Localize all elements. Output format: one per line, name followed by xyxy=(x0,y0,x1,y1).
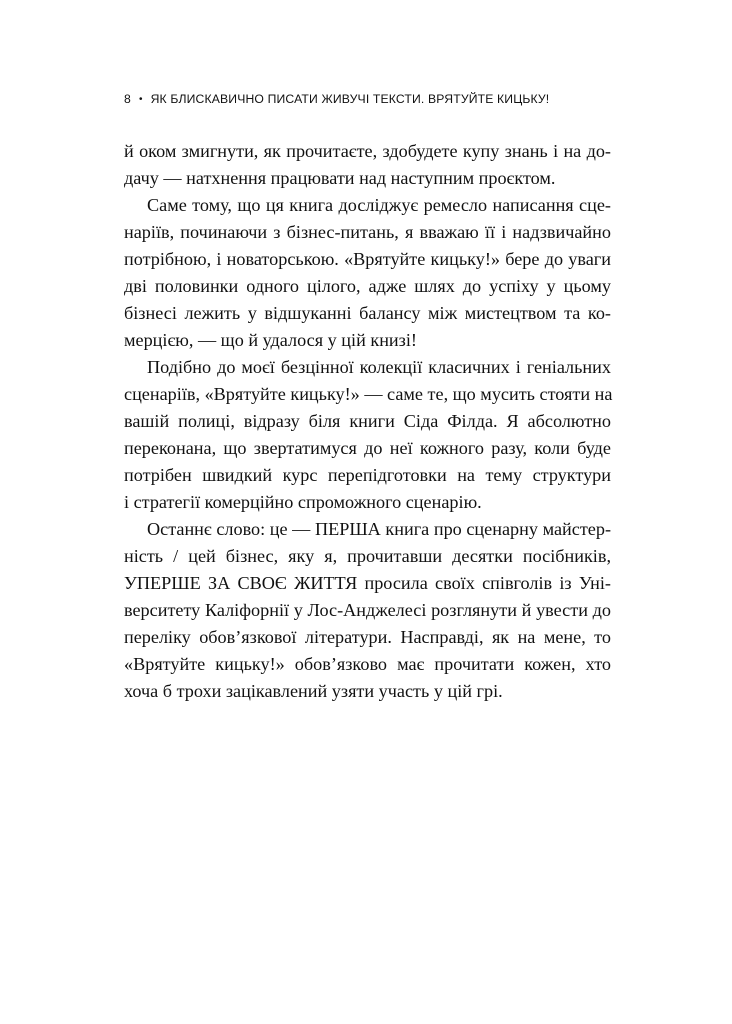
text-line: вашій полиці, відразу біля книги Сіда Філда. Я абсолютно xyxy=(124,411,611,431)
text-line: хоча б трохи зацікавлений узяти участь у цій грі. xyxy=(124,681,503,701)
page-number: 8 xyxy=(124,92,131,106)
paragraph xyxy=(124,192,611,354)
text-line: «Врятуйте кицьку!» обов’язково має прочитати кожен, хто xyxy=(124,654,611,674)
text-line: Саме тому, що ця книга досліджує ремесло написання сце- xyxy=(147,195,611,215)
text-line: Подібно до моєї безцінної колекції класичних і геніальних xyxy=(147,357,611,377)
text-line: потрібен швидкий курс перепідготовки на тему структури xyxy=(124,465,611,485)
text-line: дачу — натхнення працювати над наступним проєктом. xyxy=(124,168,556,188)
text-line: УПЕРШЕ ЗА СВОЄ ЖИТТЯ просила своїх співголів із Уні- xyxy=(124,573,611,593)
text-line: бізнесі лежить у відшуканні балансу між мистецтвом та ко- xyxy=(124,303,611,323)
text-line: і стратегії комерційно спроможного сценарію. xyxy=(124,492,482,512)
text-line: й оком змигнути, як прочитаєте, здобудете купу знань і на до- xyxy=(124,141,611,161)
text-line: ність / цей бізнес, яку я, прочитавши десятки посібників, xyxy=(124,546,611,566)
text-line: переконана, що звертатимуся до неї кожного разу, коли буде xyxy=(124,438,611,458)
text-line: мерцією, — що й удалося у цій книзі! xyxy=(124,330,417,350)
book-title-header: ЯК БЛИСКАВИЧНО ПИСАТИ ЖИВУЧІ ТЕКСТИ. ВРЯТУЙТЕ КИЦЬКУ! xyxy=(150,92,550,106)
body-text xyxy=(124,138,611,705)
running-head xyxy=(124,92,604,106)
text-line: сценаріїв, «Врятуйте кицьку!» — саме те, що мусить стояти на xyxy=(124,384,613,404)
header-separator: • xyxy=(138,94,143,105)
paragraph xyxy=(124,516,611,705)
text-line: верситету Каліфорнії у Лос-Анджелесі розглянути й увести до xyxy=(124,600,611,620)
paragraph xyxy=(124,354,611,516)
text-line: потрібною, і новаторською. «Врятуйте кицьку!» бере до уваги xyxy=(124,249,611,269)
text-line: Останнє слово: це — ПЕРША книга про сценарну майстер- xyxy=(147,519,611,539)
text-line: переліку обов’язкової літератури. Насправді, як на мене, то xyxy=(124,627,611,647)
text-line: наріїв, починаючи з бізнес-питань, я вважаю її і надзвичайно xyxy=(124,222,611,242)
paragraph xyxy=(124,138,611,192)
text-line: дві половинки одного цілого, адже шлях до успіху у цьому xyxy=(124,276,611,296)
